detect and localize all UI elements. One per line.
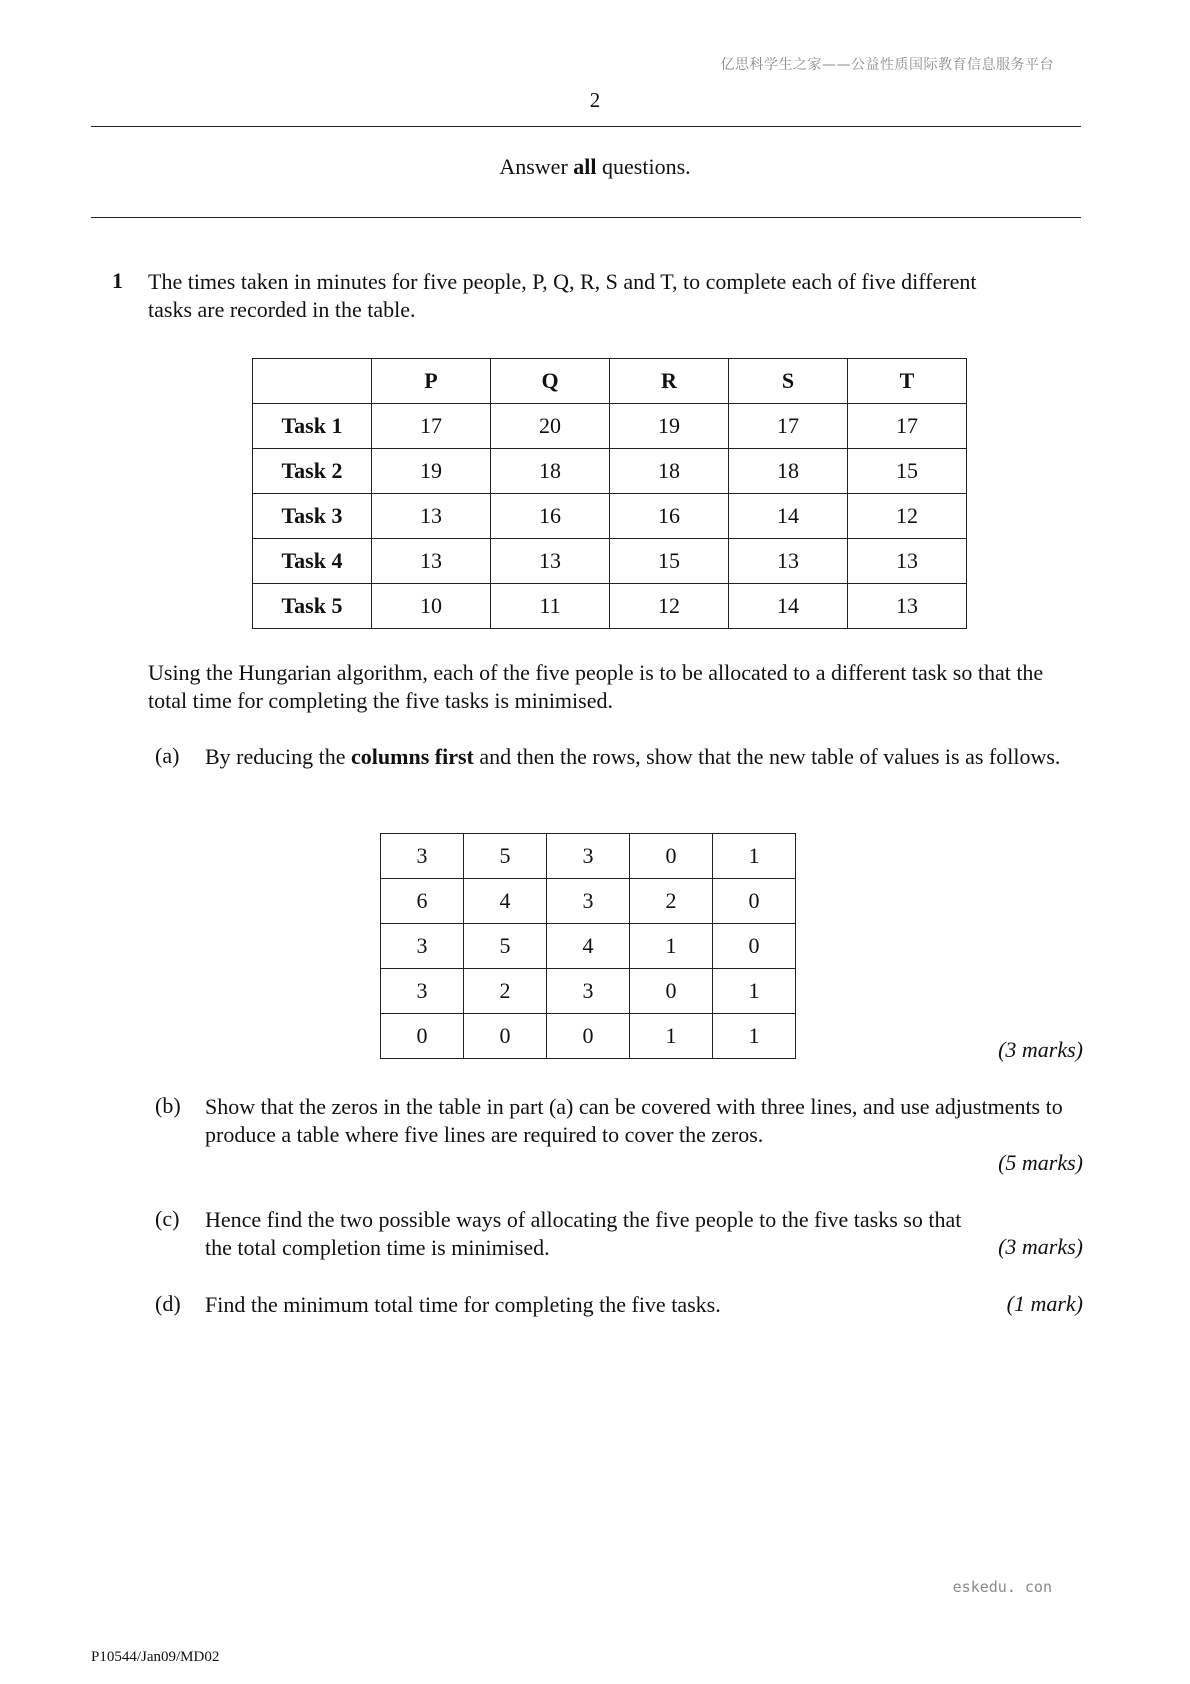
times-table-header: S	[729, 359, 848, 404]
reduced-table-cell: 0	[713, 924, 796, 969]
times-table-cell: 15	[848, 449, 967, 494]
reduced-table-cell: 3	[381, 834, 464, 879]
times-table-cell: 16	[491, 494, 610, 539]
reduced-table-cell: 0	[464, 1014, 547, 1059]
reduced-table-cell: 0	[713, 879, 796, 924]
reduced-table-row	[381, 834, 796, 879]
instruction	[0, 154, 1190, 180]
reduced-table-cell: 0	[630, 834, 713, 879]
question-body: Using the Hungarian algorithm, each of the five people is to be allocated to a different task so that the total time for completing the five tasks is minimised.	[148, 660, 1044, 713]
top-divider	[91, 126, 1081, 127]
footer-code: P10544/Jan09/MD02	[91, 1649, 220, 1665]
instruction-bold: all	[573, 154, 597, 179]
part-a-text-bold: columns first	[351, 744, 474, 769]
reduced-table-cell: 3	[381, 969, 464, 1014]
times-table-cell: 13	[848, 539, 967, 584]
part-b-label: (b)	[155, 1093, 181, 1118]
times-table-header: Q	[491, 359, 610, 404]
reduced-table-row	[381, 879, 796, 924]
times-table-cell: 13	[372, 494, 491, 539]
times-table-cell: 13	[729, 539, 848, 584]
part-a-text-after: and then the rows, show that the new table of values is as follows.	[473, 744, 1061, 769]
times-table-header-row	[253, 359, 967, 404]
reduced-table-cell: 1	[630, 1014, 713, 1059]
reduced-table-cell: 3	[547, 969, 630, 1014]
reduced-table	[380, 833, 796, 1059]
reduced-table-cell: 1	[713, 1014, 796, 1059]
watermark-top: 亿思科学生之家——公益性质国际教育信息服务平台	[720, 57, 1054, 73]
times-table-row-label: Task 5	[253, 584, 372, 629]
times-table-cell: 20	[491, 404, 610, 449]
reduced-table-cell: 3	[381, 924, 464, 969]
part-b-marks: (5 marks)	[998, 1150, 1083, 1175]
times-table-cell: 19	[610, 404, 729, 449]
times-table-cell: 17	[372, 404, 491, 449]
times-table-row-label: Task 4	[253, 539, 372, 584]
part-a-marks: (3 marks)	[998, 1037, 1083, 1062]
times-table-row	[253, 449, 967, 494]
times-table-cell: 13	[848, 584, 967, 629]
times-table-row	[253, 494, 967, 539]
part-d-text: Find the minimum total time for completing the five tasks.	[205, 1292, 721, 1317]
reduced-table-cell: 2	[630, 879, 713, 924]
reduced-table-cell: 5	[464, 834, 547, 879]
times-table-cell: 18	[729, 449, 848, 494]
times-table-row-label: Task 2	[253, 449, 372, 494]
times-table-cell: 17	[848, 404, 967, 449]
reduced-table-cell: 3	[547, 834, 630, 879]
times-table-row-label: Task 3	[253, 494, 372, 539]
times-table-header: P	[372, 359, 491, 404]
reduced-table-cell: 0	[630, 969, 713, 1014]
question-intro: The times taken in minutes for five people, P, Q, R, S and T, to complete each of five different tasks are recorded in the table.	[148, 269, 977, 322]
part-d-label: (d)	[155, 1291, 181, 1316]
question-number: 1	[112, 268, 123, 293]
reduced-table-cell: 1	[713, 969, 796, 1014]
reduced-table-cell: 3	[547, 879, 630, 924]
times-table-cell: 13	[372, 539, 491, 584]
reduced-table-cell: 4	[464, 879, 547, 924]
reduced-table-cell: 1	[713, 834, 796, 879]
part-c-text-line1: Hence find the two possible ways of allocating the five people to the five tasks so that	[205, 1207, 962, 1232]
times-table-cell: 17	[729, 404, 848, 449]
reduced-table-cell: 4	[547, 924, 630, 969]
reduced-table-row	[381, 924, 796, 969]
reduced-table-cell: 0	[381, 1014, 464, 1059]
times-table-cell: 19	[372, 449, 491, 494]
part-a-text-before: By reducing the	[205, 744, 352, 769]
bottom-divider	[91, 217, 1081, 218]
times-table	[252, 358, 967, 629]
reduced-table-row	[381, 969, 796, 1014]
reduced-table-cell: 2	[464, 969, 547, 1014]
times-table-cell: 18	[610, 449, 729, 494]
watermark-bottom: eskedu. con	[952, 1578, 1052, 1596]
times-table-row-label: Task 1	[253, 404, 372, 449]
times-table-row	[253, 539, 967, 584]
part-c-label: (c)	[155, 1206, 180, 1231]
reduced-table-row	[381, 1014, 796, 1059]
times-table-cell: 14	[729, 584, 848, 629]
part-d-marks: (1 mark)	[1006, 1291, 1083, 1316]
times-table-header: R	[610, 359, 729, 404]
part-c-marks: (3 marks)	[998, 1234, 1083, 1259]
part-b-text: Show that the zeros in the table in part (a) can be covered with three lines, and use adjustments to produce a table where five lines are required to cover the zeros.	[205, 1094, 1063, 1147]
times-table-cell: 13	[491, 539, 610, 584]
part-a-text	[205, 743, 1085, 771]
times-table-row	[253, 404, 967, 449]
times-table-cell: 18	[491, 449, 610, 494]
times-table-cell: 12	[610, 584, 729, 629]
reduced-table-cell: 1	[630, 924, 713, 969]
times-table-cell: 14	[729, 494, 848, 539]
times-table-cell: 16	[610, 494, 729, 539]
times-table-cell: 11	[491, 584, 610, 629]
part-a-label: (a)	[155, 743, 180, 768]
times-table-cell: 15	[610, 539, 729, 584]
times-table-cell: 12	[848, 494, 967, 539]
page-number: 2	[589, 88, 601, 112]
instruction-prefix: Answer	[499, 154, 574, 179]
instruction-suffix: questions.	[596, 154, 691, 179]
reduced-table-cell: 5	[464, 924, 547, 969]
reduced-table-cell: 0	[547, 1014, 630, 1059]
times-table-row	[253, 584, 967, 629]
times-table-header: T	[848, 359, 967, 404]
times-table-corner	[253, 359, 372, 404]
reduced-table-cell: 6	[381, 879, 464, 924]
part-c-text-line2: the total completion time is minimised.	[205, 1235, 550, 1260]
times-table-cell: 10	[372, 584, 491, 629]
